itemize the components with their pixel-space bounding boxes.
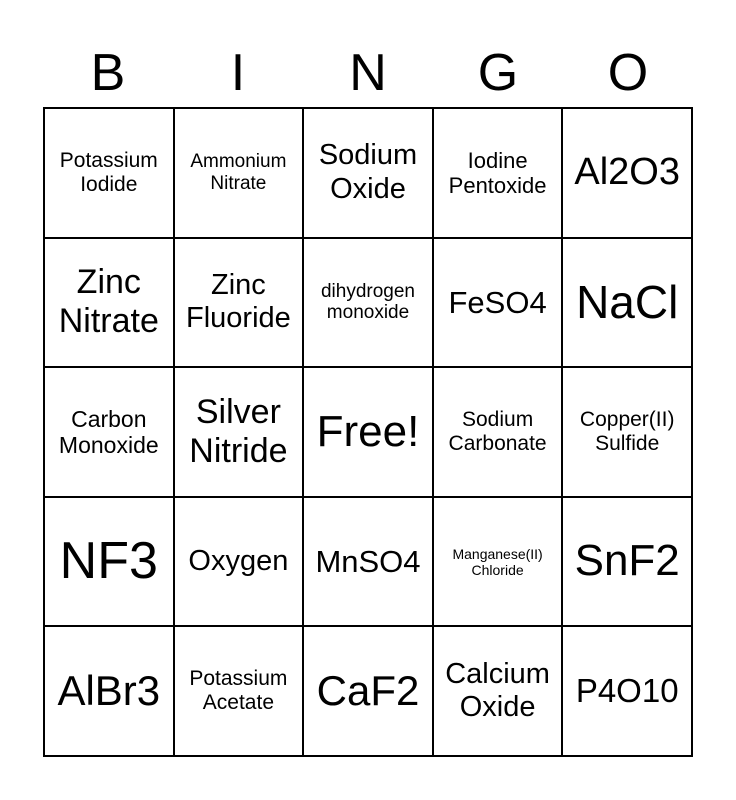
bingo-cell[interactable]: NaCl — [562, 238, 692, 368]
header-letter-g: G — [477, 44, 519, 102]
header-letter-b: B — [90, 44, 126, 102]
header-letter-o: O — [607, 44, 649, 102]
header-letter-i: I — [230, 44, 246, 102]
bingo-cell[interactable]: Copper(II) Sulfide — [562, 367, 692, 497]
bingo-cell[interactable]: AlBr3 — [44, 626, 174, 756]
bingo-cell[interactable]: Oxygen — [174, 497, 304, 627]
bingo-grid — [43, 107, 693, 757]
bingo-cell[interactable]: Potassium Acetate — [174, 626, 304, 756]
bingo-cell[interactable]: Iodine Pentoxide — [433, 108, 563, 238]
bingo-cell[interactable]: MnSO4 — [303, 497, 433, 627]
bingo-cell[interactable]: Zinc Fluoride — [174, 238, 304, 368]
bingo-cell[interactable]: Manganese(II) Chloride — [433, 497, 563, 627]
bingo-cell[interactable]: Calcium Oxide — [433, 626, 563, 756]
bingo-cell[interactable]: FeSO4 — [433, 238, 563, 368]
free-space-cell[interactable]: Free! — [303, 367, 433, 497]
bingo-cell[interactable]: CaF2 — [303, 626, 433, 756]
bingo-cell[interactable]: Zinc Nitrate — [44, 238, 174, 368]
bingo-header — [43, 40, 693, 106]
bingo-cell[interactable]: dihydrogen monoxide — [303, 238, 433, 368]
bingo-cell[interactable]: NF3 — [44, 497, 174, 627]
bingo-cell[interactable]: SnF2 — [562, 497, 692, 627]
bingo-cell[interactable]: Al2O3 — [562, 108, 692, 238]
bingo-cell[interactable]: Carbon Monoxide — [44, 367, 174, 497]
bingo-cell[interactable]: Sodium Oxide — [303, 108, 433, 238]
header-letter-n: N — [349, 44, 387, 102]
bingo-cell[interactable]: P4O10 — [562, 626, 692, 756]
bingo-cell[interactable]: Sodium Carbonate — [433, 367, 563, 497]
bingo-cell[interactable]: Silver Nitride — [174, 367, 304, 497]
bingo-cell[interactable]: Ammonium Nitrate — [174, 108, 304, 238]
bingo-cell[interactable]: Potassium Iodide — [44, 108, 174, 238]
